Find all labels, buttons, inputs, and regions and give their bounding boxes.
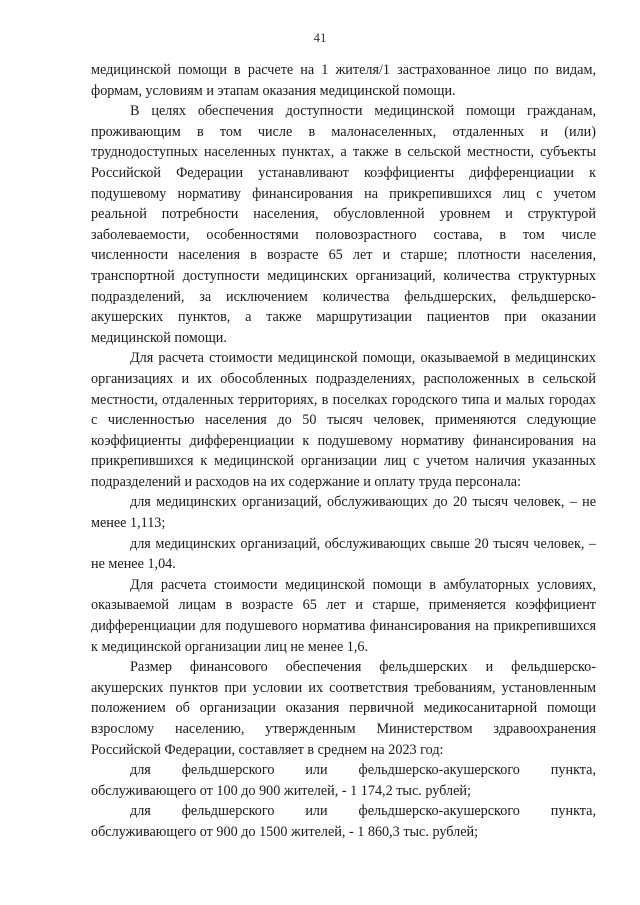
paragraph-coefficient-up-to-20k: для медицинских организаций, обслуживающих до 20 тысяч человек, – не менее 1,113;	[91, 494, 596, 532]
paragraph-fap-funding: Размер финансового обеспечения фельдшерских и фельдшерско-акушерских пунктов при условии их соответствия требованиям, установленным положением об организации оказания первичной медикосанитарной помощи взрослому населению, утвержденным Министерством здравоохранения Российской Федерации, составляет в среднем на 2023 год:	[91, 659, 596, 758]
list-item	[91, 760, 596, 801]
list-item	[91, 801, 596, 842]
list-item-line: для фельдшерского или фельдшерско-акушерского пункта,	[130, 762, 596, 779]
paragraph-elderly-coefficient: Для расчета стоимости медицинской помощи в амбулаторных условиях, оказываемой лицам в возрасте 65 лет и старше, применяется коэффициент дифференциации для подушевого норматива финансирования на прикрепившихся к медицинской организации лиц не менее 1,6.	[91, 576, 596, 655]
document-body	[91, 60, 596, 843]
page-number: 41	[313, 30, 327, 45]
paragraph-continuation: медицинской помощи в расчете на 1 жителя/1 застрахованное лицо по видам, формам, условиям и этапам оказания медицинской помощи.	[91, 62, 596, 99]
paragraph-accessibility: В целях обеспечения доступности медицинской помощи гражданам, проживающим в том числе в малонаселенных, отдаленных и (или) труднодоступных населенных пунктах, а также в сельской местности, субъекты Российской Федерации устанавливают коэффициенты дифференциации к подушевому нормативу финансирования на прикрепившихся лиц с учетом реальной потребности населения, обусловленной уровнем и структурой заболеваемости, особенностями половозрастного состава, в том числе численности населения в возрасте 65 лет и старше; плотности населения, транспортной доступности медицинских организаций, количества структурных подразделений, за исключением количества фельдшерских, фельдшерско-акушерских пунктов, а также маршрутизации пациентов при оказании медицинской помощи.	[91, 103, 596, 346]
paragraph-coefficient-over-20k: для медицинских организаций, обслуживающих свыше 20 тысяч человек, – не менее 1,04.	[91, 535, 596, 573]
paragraph-rural-coefficients: Для расчета стоимости медицинской помощи, оказываемой в медицинских организациях и их обособленных подразделениях, расположенных в сельской местности, отдаленных территориях, в поселках городского типа и малых городах с численностью населения до 50 тысяч человек, применяются следующие коэффициенты дифференциации к подушевому нормативу финансирования на прикрепившихся к медицинской организации лиц с учетом наличия указанных подразделений и расходов на их содержание и оплату труда персонала:	[91, 350, 596, 490]
list-item-line: обслуживающего от 900 до 1500 жителей, - 1 860,3 тыс. рублей;	[91, 823, 479, 840]
list-item-line: для фельдшерского или фельдшерско-акушерского пункта,	[130, 803, 596, 820]
list-item-line: обслуживающего от 100 до 900 жителей, - 1 174,2 тыс. рублей;	[91, 782, 471, 799]
